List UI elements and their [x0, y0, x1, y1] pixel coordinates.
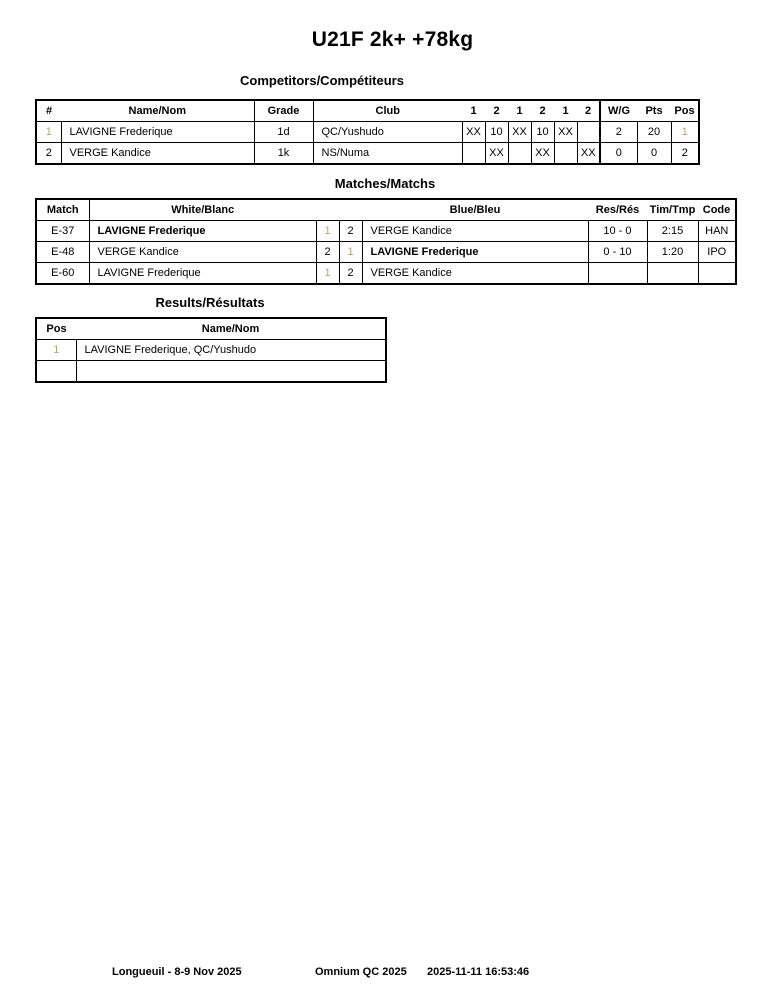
round-score-cell: XX	[508, 122, 531, 143]
white-number-cell: 2	[316, 242, 339, 263]
col-header-name: Name/Nom	[61, 100, 254, 122]
col-header-code: Code	[702, 204, 731, 216]
competitor-name-cell: VERGE Kandice	[61, 143, 254, 165]
col-header-blue-score	[339, 199, 362, 221]
col-header-number: #	[45, 105, 53, 117]
competitor-club-cell: QC/Yushudo	[313, 122, 462, 143]
competitor-club-cell: NS/Numa	[313, 143, 462, 165]
col-header-grade: Grade	[254, 100, 313, 122]
round-score-cell	[554, 143, 577, 165]
competitor-position-cell: 1	[671, 122, 699, 143]
round-score-cell: XX	[462, 122, 485, 143]
round-score-cell	[577, 122, 600, 143]
col-header-round-6: 2	[577, 100, 600, 122]
col-header-club: Club	[375, 105, 400, 117]
blue-player-cell: VERGE Kandice	[362, 263, 588, 285]
match-time-cell: 1:20	[647, 242, 698, 263]
results-section-caption: Results/Résultats	[155, 295, 265, 310]
competitor-points-cell: 0	[637, 143, 671, 165]
footer-event-name: Omnium QC 2025	[315, 966, 407, 978]
match-row	[36, 263, 736, 285]
round-score-cell	[462, 143, 485, 165]
col-header-wins-group: W/G	[608, 105, 630, 117]
match-time-cell	[647, 263, 698, 285]
blue-number-cell: 2	[339, 221, 362, 242]
results-header-row	[36, 318, 386, 340]
white-player-cell: VERGE Kandice	[89, 242, 316, 263]
col-header-round-1: 1	[470, 105, 477, 117]
competitor-grade-cell: 1k	[254, 143, 313, 165]
round-score-cell: XX	[485, 143, 508, 165]
round-score-cell	[508, 143, 531, 165]
white-number-cell: 1	[316, 263, 339, 285]
match-id-cell: E-60	[36, 263, 89, 285]
white-player-cell: LAVIGNE Frederique	[89, 263, 316, 285]
col-header-match: Match	[36, 199, 89, 221]
results-table	[35, 317, 387, 383]
round-score-cell: XX	[531, 143, 554, 165]
match-code-cell: HAN	[698, 221, 736, 242]
col-header-points: Pts	[645, 105, 663, 117]
round-score-cell: 10	[485, 122, 508, 143]
match-result-cell: 10 - 0	[588, 221, 647, 242]
result-position-cell	[36, 361, 76, 383]
competitor-wins-cell: 0	[600, 143, 637, 165]
round-score-cell: 10	[531, 122, 554, 143]
matches-table	[35, 198, 737, 285]
col-header-position: Pos	[46, 323, 67, 335]
match-time-cell: 2:15	[647, 221, 698, 242]
competitors-section-caption: Competitors/Compétiteurs	[240, 73, 404, 88]
result-position-cell: 1	[36, 340, 76, 361]
col-header-round-3: 1	[516, 105, 523, 117]
col-header-position: Pos	[674, 105, 695, 117]
match-code-cell	[698, 263, 736, 285]
match-result-cell: 0 - 10	[588, 242, 647, 263]
col-header-time: Tim/Tmp	[649, 204, 696, 216]
round-score-cell: XX	[577, 143, 600, 165]
result-name-cell: LAVIGNE Frederique, QC/Yushudo	[76, 340, 386, 361]
competitor-points-cell: 20	[637, 122, 671, 143]
blue-player-cell: VERGE Kandice	[362, 221, 588, 242]
match-row	[36, 242, 736, 263]
col-header-blue: Blue/Bleu	[449, 204, 501, 216]
col-header-result: Res/Rés	[595, 204, 640, 216]
competitor-number-cell: 2	[36, 143, 61, 165]
matches-section-caption: Matches/Matchs	[334, 176, 436, 191]
match-id-cell: E-48	[36, 242, 89, 263]
competitor-row	[36, 143, 699, 165]
blue-player-cell: LAVIGNE Frederique	[362, 242, 588, 263]
competitors-header-row	[36, 100, 699, 122]
col-header-name: Name/Nom	[201, 323, 260, 335]
round-score-cell: XX	[554, 122, 577, 143]
competitor-wins-cell: 2	[600, 122, 637, 143]
white-player-cell: LAVIGNE Frederique	[89, 221, 316, 242]
col-header-round-2: 2	[493, 105, 500, 117]
competitors-table	[35, 99, 700, 165]
match-code-cell: IPO	[698, 242, 736, 263]
result-name-cell	[76, 361, 386, 383]
match-id-cell: E-37	[36, 221, 89, 242]
competitor-row	[36, 122, 699, 143]
match-row	[36, 221, 736, 242]
col-header-white-score	[316, 199, 339, 221]
competitor-name-cell: LAVIGNE Frederique	[61, 122, 254, 143]
col-header-round-4: 2	[539, 105, 546, 117]
result-row	[36, 361, 386, 383]
matches-header-row	[36, 199, 736, 221]
blue-number-cell: 1	[339, 242, 362, 263]
page-title: U21F 2k+ +78kg	[311, 28, 474, 51]
competitor-number-cell: 1	[36, 122, 61, 143]
white-number-cell: 1	[316, 221, 339, 242]
competitor-grade-cell: 1d	[254, 122, 313, 143]
col-header-white: White/Blanc	[171, 204, 235, 216]
result-row	[36, 340, 386, 361]
blue-number-cell: 2	[339, 263, 362, 285]
col-header-round-5: 1	[562, 105, 569, 117]
footer-generation-timestamp: 2025-11-11 16:53:46	[427, 966, 530, 978]
competitor-position-cell: 2	[671, 143, 699, 165]
match-result-cell	[588, 263, 647, 285]
footer-event-location: Longueuil - 8-9 Nov 2025	[112, 966, 242, 978]
